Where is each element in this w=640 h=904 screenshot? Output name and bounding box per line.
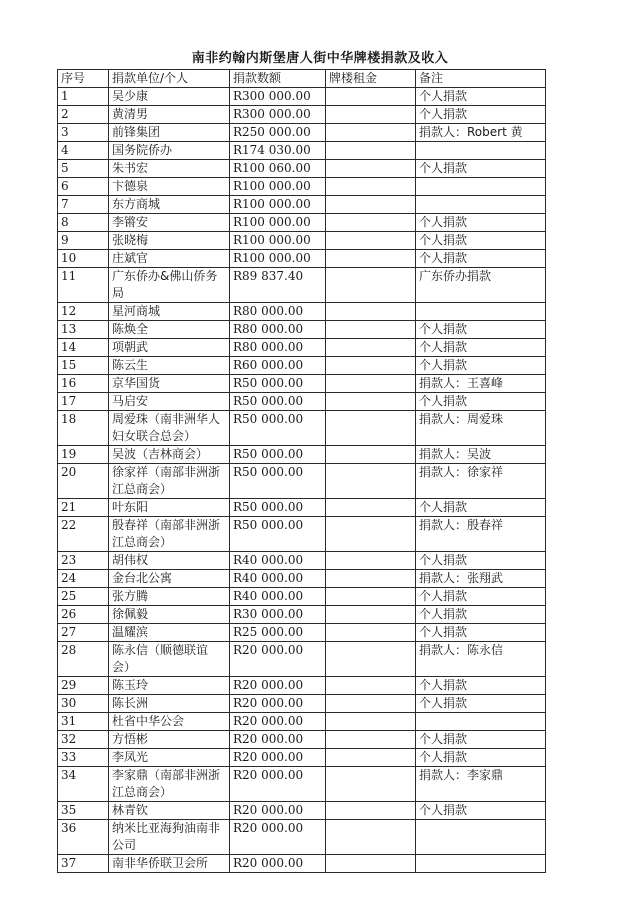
remark: 捐款人：陈永信 bbox=[416, 642, 546, 677]
header-amount: 捐款数额 bbox=[230, 70, 326, 88]
row-number: 28 bbox=[58, 642, 109, 677]
row-number: 1 bbox=[58, 88, 109, 106]
row-number: 6 bbox=[58, 178, 109, 196]
remark: 个人捐款 bbox=[416, 695, 546, 713]
donation-amount: R50 000.00 bbox=[230, 446, 326, 464]
remark: 广东侨办捐款 bbox=[416, 268, 546, 303]
archway-rent bbox=[326, 303, 416, 321]
donation-amount: R40 000.00 bbox=[230, 570, 326, 588]
row-number: 15 bbox=[58, 357, 109, 375]
row-number: 13 bbox=[58, 321, 109, 339]
row-number: 29 bbox=[58, 677, 109, 695]
remark: 捐款人：李家鼎 bbox=[416, 767, 546, 802]
remark: 个人捐款 bbox=[416, 552, 546, 570]
donor-name: 项朝武 bbox=[109, 339, 230, 357]
donor-name: 陈玉玲 bbox=[109, 677, 230, 695]
row-number: 33 bbox=[58, 749, 109, 767]
archway-rent bbox=[326, 499, 416, 517]
donation-amount: R89 837.40 bbox=[230, 268, 326, 303]
remark: 个人捐款 bbox=[416, 339, 546, 357]
row-number: 5 bbox=[58, 160, 109, 178]
table-row bbox=[58, 160, 546, 178]
table-row bbox=[58, 624, 546, 642]
remark: 个人捐款 bbox=[416, 624, 546, 642]
table-row bbox=[58, 464, 546, 499]
row-number: 25 bbox=[58, 588, 109, 606]
donor-name: 李家鼎（南部非洲浙江总商会） bbox=[109, 767, 230, 802]
row-number: 36 bbox=[58, 820, 109, 855]
archway-rent bbox=[326, 855, 416, 873]
donor-name: 李凤光 bbox=[109, 749, 230, 767]
archway-rent bbox=[326, 767, 416, 802]
donation-amount: R20 000.00 bbox=[230, 802, 326, 820]
donation-amount: R174 030.00 bbox=[230, 142, 326, 160]
donor-name: 林青钦 bbox=[109, 802, 230, 820]
remark: 个人捐款 bbox=[416, 499, 546, 517]
archway-rent bbox=[326, 339, 416, 357]
donation-amount: R50 000.00 bbox=[230, 411, 326, 446]
remark: 个人捐款 bbox=[416, 321, 546, 339]
donor-name: 广东侨办&佛山侨务局 bbox=[109, 268, 230, 303]
archway-rent bbox=[326, 820, 416, 855]
donation-amount: R50 000.00 bbox=[230, 499, 326, 517]
remark: 个人捐款 bbox=[416, 160, 546, 178]
donation-amount: R300 000.00 bbox=[230, 88, 326, 106]
donor-name: 京华国货 bbox=[109, 375, 230, 393]
row-number: 12 bbox=[58, 303, 109, 321]
row-number: 34 bbox=[58, 767, 109, 802]
document-title: 南非约翰内斯堡唐人街中华牌楼捐款及收入 bbox=[191, 51, 449, 66]
remark bbox=[416, 855, 546, 873]
row-number: 30 bbox=[58, 695, 109, 713]
archway-rent bbox=[326, 517, 416, 552]
donation-amount: R100 000.00 bbox=[230, 232, 326, 250]
remark: 个人捐款 bbox=[416, 106, 546, 124]
donor-name: 徐家祥（南部非洲浙江总商会） bbox=[109, 464, 230, 499]
donor-name: 前锋集团 bbox=[109, 124, 230, 142]
table-row bbox=[58, 124, 546, 142]
table-row bbox=[58, 142, 546, 160]
donor-name: 星河商城 bbox=[109, 303, 230, 321]
row-number: 21 bbox=[58, 499, 109, 517]
table-row bbox=[58, 88, 546, 106]
header-rent: 牌楼租金 bbox=[326, 70, 416, 88]
row-number: 24 bbox=[58, 570, 109, 588]
table-row bbox=[58, 642, 546, 677]
donation-amount: R20 000.00 bbox=[230, 731, 326, 749]
remark: 个人捐款 bbox=[416, 357, 546, 375]
archway-rent bbox=[326, 268, 416, 303]
donor-name: 黄清男 bbox=[109, 106, 230, 124]
donation-amount: R50 000.00 bbox=[230, 517, 326, 552]
donation-amount: R20 000.00 bbox=[230, 677, 326, 695]
archway-rent bbox=[326, 88, 416, 106]
table-row bbox=[58, 268, 546, 303]
remark: 个人捐款 bbox=[416, 677, 546, 695]
row-number: 17 bbox=[58, 393, 109, 411]
remark: 个人捐款 bbox=[416, 214, 546, 232]
row-number: 20 bbox=[58, 464, 109, 499]
row-number: 16 bbox=[58, 375, 109, 393]
table-row bbox=[58, 677, 546, 695]
remark: 捐款人：吴波 bbox=[416, 446, 546, 464]
archway-rent bbox=[326, 713, 416, 731]
row-number: 23 bbox=[58, 552, 109, 570]
archway-rent bbox=[326, 588, 416, 606]
row-number: 7 bbox=[58, 196, 109, 214]
row-number: 35 bbox=[58, 802, 109, 820]
donation-amount: R20 000.00 bbox=[230, 749, 326, 767]
archway-rent bbox=[326, 178, 416, 196]
table-row bbox=[58, 446, 546, 464]
remark: 捐款人：张翔武 bbox=[416, 570, 546, 588]
table-row bbox=[58, 802, 546, 820]
row-number: 19 bbox=[58, 446, 109, 464]
donor-name: 叶东阳 bbox=[109, 499, 230, 517]
donation-amount: R20 000.00 bbox=[230, 767, 326, 802]
table-header-row bbox=[58, 70, 546, 88]
table-row bbox=[58, 250, 546, 268]
remark: 捐款人：徐家祥 bbox=[416, 464, 546, 499]
header-no: 序号 bbox=[58, 70, 109, 88]
donation-amount: R25 000.00 bbox=[230, 624, 326, 642]
archway-rent bbox=[326, 464, 416, 499]
row-number: 27 bbox=[58, 624, 109, 642]
table-row bbox=[58, 375, 546, 393]
archway-rent bbox=[326, 250, 416, 268]
donor-name: 陈永信（顺德联谊会） bbox=[109, 642, 230, 677]
table-row bbox=[58, 214, 546, 232]
archway-rent bbox=[326, 624, 416, 642]
archway-rent bbox=[326, 411, 416, 446]
archway-rent bbox=[326, 393, 416, 411]
donor-name: 温耀滨 bbox=[109, 624, 230, 642]
donation-amount: R100 000.00 bbox=[230, 214, 326, 232]
archway-rent bbox=[326, 731, 416, 749]
remark bbox=[416, 820, 546, 855]
donation-amount: R30 000.00 bbox=[230, 606, 326, 624]
table-row bbox=[58, 695, 546, 713]
remark: 捐款人：Robert 黄 bbox=[416, 124, 546, 142]
remark: 个人捐款 bbox=[416, 232, 546, 250]
donor-name: 胡伟权 bbox=[109, 552, 230, 570]
archway-rent bbox=[326, 802, 416, 820]
donation-amount: R20 000.00 bbox=[230, 642, 326, 677]
row-number: 26 bbox=[58, 606, 109, 624]
table-row bbox=[58, 106, 546, 124]
table-row bbox=[58, 588, 546, 606]
archway-rent bbox=[326, 357, 416, 375]
donation-amount: R20 000.00 bbox=[230, 695, 326, 713]
archway-rent bbox=[326, 124, 416, 142]
donations-table bbox=[57, 69, 546, 873]
header-note: 备注 bbox=[416, 70, 546, 88]
remark: 个人捐款 bbox=[416, 250, 546, 268]
donor-name: 杜省中华公会 bbox=[109, 713, 230, 731]
archway-rent bbox=[326, 321, 416, 339]
archway-rent bbox=[326, 196, 416, 214]
donor-name: 张方腾 bbox=[109, 588, 230, 606]
table-row bbox=[58, 357, 546, 375]
table-row bbox=[58, 196, 546, 214]
table-row bbox=[58, 855, 546, 873]
archway-rent bbox=[326, 570, 416, 588]
donor-name: 李锵安 bbox=[109, 214, 230, 232]
remark: 个人捐款 bbox=[416, 731, 546, 749]
donation-amount: R100 000.00 bbox=[230, 196, 326, 214]
row-number: 2 bbox=[58, 106, 109, 124]
remark bbox=[416, 196, 546, 214]
donor-name: 纳米比亚海狗油南非公司 bbox=[109, 820, 230, 855]
table-row bbox=[58, 303, 546, 321]
archway-rent bbox=[326, 375, 416, 393]
remark: 个人捐款 bbox=[416, 588, 546, 606]
row-number: 10 bbox=[58, 250, 109, 268]
table-row bbox=[58, 499, 546, 517]
donor-name: 张晓梅 bbox=[109, 232, 230, 250]
header-donor: 捐款单位/个人 bbox=[109, 70, 230, 88]
table-row bbox=[58, 178, 546, 196]
donation-amount: R20 000.00 bbox=[230, 855, 326, 873]
archway-rent bbox=[326, 142, 416, 160]
donor-name: 东方商城 bbox=[109, 196, 230, 214]
donor-name: 吴少康 bbox=[109, 88, 230, 106]
remark bbox=[416, 178, 546, 196]
donation-amount: R50 000.00 bbox=[230, 464, 326, 499]
donor-name: 朱书宏 bbox=[109, 160, 230, 178]
donor-name: 方悟彬 bbox=[109, 731, 230, 749]
remark: 个人捐款 bbox=[416, 88, 546, 106]
donation-amount: R50 000.00 bbox=[230, 393, 326, 411]
remark: 个人捐款 bbox=[416, 393, 546, 411]
remark bbox=[416, 303, 546, 321]
donor-name: 南非华侨联卫会所 bbox=[109, 855, 230, 873]
row-number: 8 bbox=[58, 214, 109, 232]
donor-name: 陈长洲 bbox=[109, 695, 230, 713]
remark bbox=[416, 142, 546, 160]
table-row bbox=[58, 713, 546, 731]
archway-rent bbox=[326, 232, 416, 250]
table-row bbox=[58, 552, 546, 570]
archway-rent bbox=[326, 749, 416, 767]
table-row bbox=[58, 339, 546, 357]
donation-amount: R80 000.00 bbox=[230, 339, 326, 357]
archway-rent bbox=[326, 642, 416, 677]
donor-name: 徐佩毅 bbox=[109, 606, 230, 624]
archway-rent bbox=[326, 160, 416, 178]
donor-name: 吴波（吉林商会） bbox=[109, 446, 230, 464]
donation-amount: R20 000.00 bbox=[230, 713, 326, 731]
row-number: 3 bbox=[58, 124, 109, 142]
remark bbox=[416, 713, 546, 731]
donation-amount: R100 000.00 bbox=[230, 250, 326, 268]
donation-amount: R20 000.00 bbox=[230, 820, 326, 855]
donor-name: 周爱珠（南非洲华人妇女联合总会） bbox=[109, 411, 230, 446]
remark: 个人捐款 bbox=[416, 802, 546, 820]
archway-rent bbox=[326, 606, 416, 624]
archway-rent bbox=[326, 677, 416, 695]
remark: 个人捐款 bbox=[416, 749, 546, 767]
row-number: 37 bbox=[58, 855, 109, 873]
donation-amount: R80 000.00 bbox=[230, 321, 326, 339]
donation-amount: R80 000.00 bbox=[230, 303, 326, 321]
donation-amount: R50 000.00 bbox=[230, 375, 326, 393]
row-number: 32 bbox=[58, 731, 109, 749]
table-row bbox=[58, 393, 546, 411]
table-row bbox=[58, 820, 546, 855]
table-row bbox=[58, 321, 546, 339]
donation-amount: R40 000.00 bbox=[230, 588, 326, 606]
archway-rent bbox=[326, 695, 416, 713]
archway-rent bbox=[326, 106, 416, 124]
archway-rent bbox=[326, 552, 416, 570]
remark: 捐款人：周爱珠 bbox=[416, 411, 546, 446]
row-number: 31 bbox=[58, 713, 109, 731]
donor-name: 马启安 bbox=[109, 393, 230, 411]
table-row bbox=[58, 517, 546, 552]
remark: 个人捐款 bbox=[416, 606, 546, 624]
donation-amount: R250 000.00 bbox=[230, 124, 326, 142]
table-row bbox=[58, 232, 546, 250]
row-number: 22 bbox=[58, 517, 109, 552]
remark: 捐款人：殷春祥 bbox=[416, 517, 546, 552]
donation-amount: R300 000.00 bbox=[230, 106, 326, 124]
donor-name: 金台北公寓 bbox=[109, 570, 230, 588]
row-number: 9 bbox=[58, 232, 109, 250]
row-number: 18 bbox=[58, 411, 109, 446]
row-number: 14 bbox=[58, 339, 109, 357]
table-row bbox=[58, 411, 546, 446]
donation-amount: R40 000.00 bbox=[230, 552, 326, 570]
donation-amount: R100 000.00 bbox=[230, 178, 326, 196]
donor-name: 殷春祥（南部非洲浙江总商会） bbox=[109, 517, 230, 552]
donor-name: 陈焕全 bbox=[109, 321, 230, 339]
archway-rent bbox=[326, 446, 416, 464]
row-number: 4 bbox=[58, 142, 109, 160]
table-row bbox=[58, 731, 546, 749]
donation-amount: R60 000.00 bbox=[230, 357, 326, 375]
table-row bbox=[58, 606, 546, 624]
archway-rent bbox=[326, 214, 416, 232]
table-row bbox=[58, 749, 546, 767]
donation-amount: R100 060.00 bbox=[230, 160, 326, 178]
donor-name: 陈云生 bbox=[109, 357, 230, 375]
table-row bbox=[58, 570, 546, 588]
table-row bbox=[58, 767, 546, 802]
row-number: 11 bbox=[58, 268, 109, 303]
donor-name: 卞德泉 bbox=[109, 178, 230, 196]
remark: 捐款人：王喜峰 bbox=[416, 375, 546, 393]
donor-name: 庄斌官 bbox=[109, 250, 230, 268]
donor-name: 国务院侨办 bbox=[109, 142, 230, 160]
